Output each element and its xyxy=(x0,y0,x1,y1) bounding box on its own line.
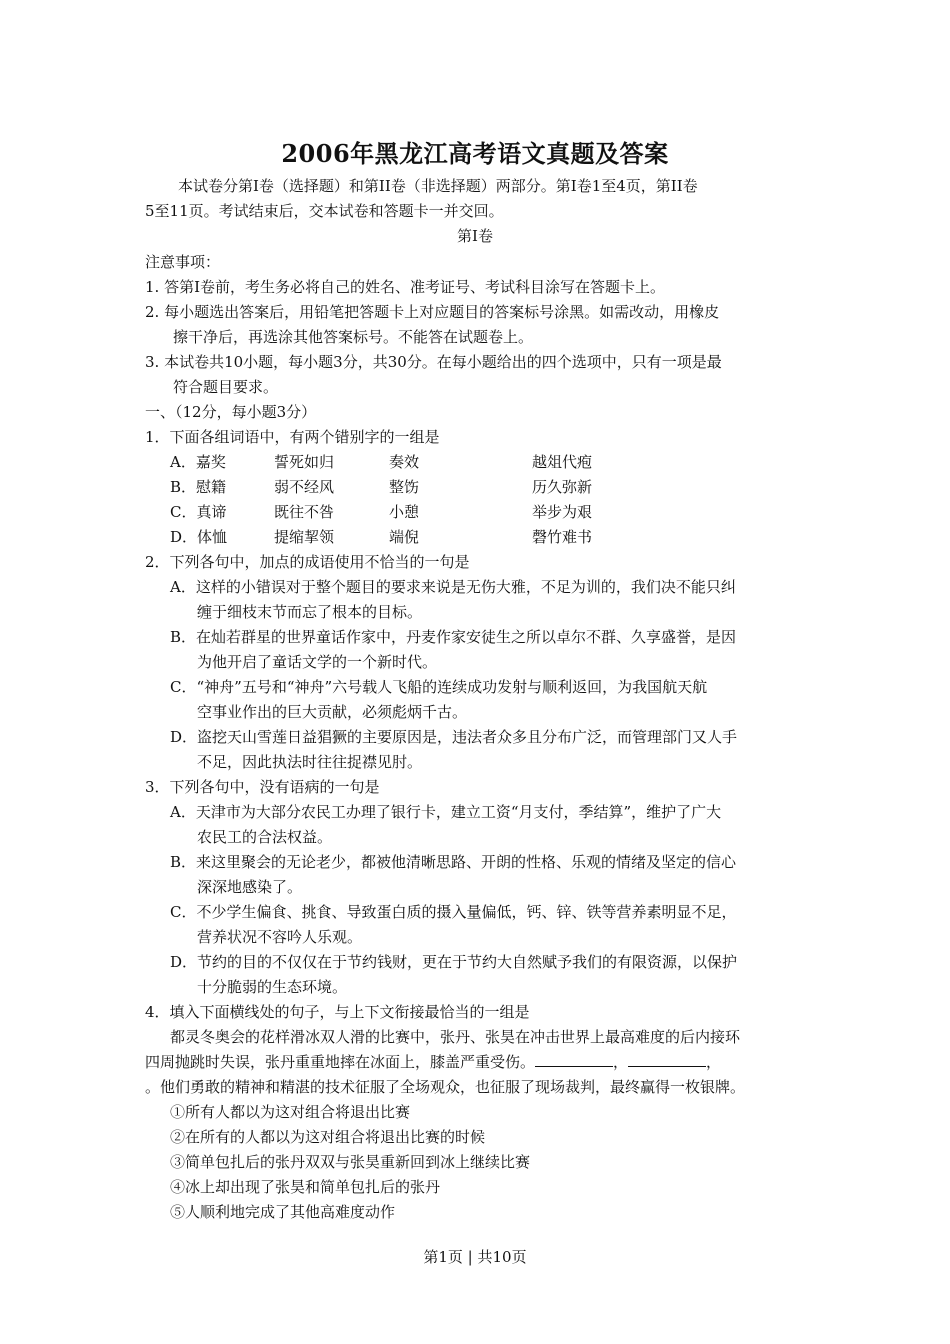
question-3-option: D．节约的目的不仅仅在于节约钱财，更在于节约大自然赋予我们的有限资源，以保护 xyxy=(170,953,738,971)
question-4-stem: 4．填入下面横线处的句子，与上下文衔接最恰当的一组是 xyxy=(145,1003,530,1021)
question-3-option: 农民工的合法权益。 xyxy=(197,828,333,846)
page-title: 2006年黑龙江高考语文真题及答案 xyxy=(281,139,669,168)
question-1-stem: 1．下面各组词语中，有两个错别字的一组是 xyxy=(145,428,440,446)
question-2-option: 不足，因此执法时往往捉襟见肘。 xyxy=(197,753,423,771)
answer-blank xyxy=(628,1052,706,1067)
question-3-option: A．天津市为大部分农民工办理了银行卡，建立工资“月支付，季结算”，维护了广大 xyxy=(170,803,722,821)
intro-line-1: 本试卷分第Ⅰ卷（选择题）和第II卷（非选择题）两部分。第Ⅰ卷1至4页，第II卷 xyxy=(178,177,698,195)
question-4-item: ②在所有的人都以为这对组合将退出比赛的时候 xyxy=(170,1128,486,1146)
question-4-item: ③简单包扎后的张丹双双与张昊重新回到冰上继续比赛 xyxy=(170,1153,531,1171)
page-footer: 第1页 | 共10页 xyxy=(423,1248,527,1266)
notice-item: 2. 每小题选出答案后，用铅笔把答题卡上对应题目的答案标号涂黑。如需改动，用橡皮 xyxy=(145,303,720,321)
question-4-passage: 四周抛跳时失误，张丹重重地摔在冰面上，膝盖严重受伤。 ， ， xyxy=(145,1053,722,1071)
question-3-option: C．不少学生偏食、挑食、导致蛋白质的摄入量偏低，钙、锌、铁等营养素明显不足， xyxy=(170,903,737,921)
question-2-option: 空事业作出的巨大贡献，必须彪炳千古。 xyxy=(197,703,468,721)
question-4-passage: 都灵冬奥会的花样滑冰双人滑的比赛中，张丹、张昊在冲击世界上最高难度的后内接环 xyxy=(170,1028,741,1046)
question-2-option: D．盗挖天山雪莲日益猖獗的主要原因是，违法者众多且分布广泛，而管理部门又人手 xyxy=(170,728,738,746)
notice-item: 符合题目要求。 xyxy=(173,378,279,396)
question-3-option: 深深地感染了。 xyxy=(197,878,303,896)
part-heading: 第Ⅰ卷 xyxy=(457,227,493,245)
notice-heading: 注意事项： xyxy=(145,253,221,271)
notice-item: 3. 本试卷共10小题，每小题3分，共30分。在每小题给出的四个选项中，只有一项是最 xyxy=(145,353,722,371)
section-heading: 一、（12分，每小题3分） xyxy=(145,403,317,421)
question-3-option: B．来这里聚会的无论老少，都被他清晰思路、开朗的性格、乐观的情绪及坚定的信心 xyxy=(170,853,737,871)
question-2-option: A．这样的小错误对于整个题目的要求来说是无伤大雅，不足为训的，我们决不能只纠 xyxy=(170,578,736,596)
question-2-stem: 2．下列各句中，加点的成语使用不恰当的一句是 xyxy=(145,553,470,571)
question-2-option: 缠于细枝末节而忘了根本的目标。 xyxy=(197,603,423,621)
question-4-item: ④冰上却出现了张昊和简单包扎后的张丹 xyxy=(170,1178,441,1196)
question-2-option: 为他开启了童话文学的一个新时代。 xyxy=(197,653,438,671)
intro-line-2: 5至11页。考试结束后，交本试卷和答题卡一并交回。 xyxy=(145,202,504,220)
notice-item: 1. 答第Ⅰ卷前，考生务必将自己的姓名、准考证号、考试科目涂写在答题卡上。 xyxy=(145,278,666,296)
question-4-item: ①所有人都以为这对组合将退出比赛 xyxy=(170,1103,411,1121)
question-3-option: 十分脆弱的生态环境。 xyxy=(197,978,348,996)
question-3-option: 营养状况不容吟人乐观。 xyxy=(197,928,363,946)
question-4-passage: 。他们勇敢的精神和精湛的技术征服了全场观众，也征服了现场裁判，最终赢得一枚银牌。 xyxy=(145,1078,746,1096)
exam-page: 2006年黑龙江高考语文真题及答案 本试卷分第Ⅰ卷（选择题）和第II卷（非选择题）两部分。第Ⅰ卷1至4页，第II卷 5至11页。考试结束后，交本试卷和答题卡一并交回。 第Ⅰ卷 注意事项： 1. 答第Ⅰ卷前，考生务必将自己的姓名、准考证号、考试科目涂写在答题卡上。 2. 每小题选出答案后，用铅笔把答题卡上对应题目的答案标号涂黑。如需改动，用橡皮 擦干净后，再选涂其他答案标号。不能答在试题卷上。 3. 本试卷共10小题，每小题3分，共30分。在每小题给出的四个选项中，只有一项是最 符合题目要求。 一、（12分，每小题3分） 1．下面各组词语中，有两个错别字的一组是 A．嘉奖 誓死如归 奏效 越俎代疱 B．慰籍 弱不经风 整饬 历久弥新 C．真谛 既往不咎 小憩 举步为艰 D．体恤 提缩挈领 端倪 磬竹难书 2．下列各句中，加点的成语使用不恰当的一句是 A．这样的小错误对于整个题目的要求来说是无伤大雅，不足为训的，我们决不能只纠 缠于细枝末节而忘了根本的目标。 B．在灿若群星的世界童话作家中，丹麦作家安徒生之所以卓尔不群、久享盛誉，是因 为他开启了童话文学的一个新时代。 C．“神舟”五号和“神舟”六号载人飞船的连续成功发射与顺利返回，为我国航天航 空事业作出的巨大贡献，必须彪炳千古。 D．盗挖天山雪莲日益猖獗的主要原因是，违法者众多且分布广泛，而管理部门又人手 不足，因此执法时往往捉襟见肘。 3．下列各句中，没有语病的一句是 A．天津市为大部分农民工办理了银行卡，建立工资“月支付，季结算”，维护了广大 农民工的合法权益。 B．来这里聚会的无论老少，都被他清晰思路、开朗的性格、乐观的情绪及坚定的信心 深深地感染了。 C．不少学生偏食、挑食、导致蛋白质的摄入量偏低，钙、锌、铁等营养素明显不足， 营养状况不容吟人乐观。 D．节约的目的不仅仅在于节约钱财，更在于节约大自然赋予我们的有限资源，以保护 十分脆弱的生态环境。 4．填入下面横线处的句子，与上下文衔接最恰当的一组是 都灵冬奥会的花样滑冰双人滑的比赛中，张丹、张昊在冲击世界上最高难度的后内接环 四周抛跳时失误，张丹重重地摔在冰面上，膝盖严重受伤。 ， ， 。他们勇敢的精神和精湛的技术征服了全场观众，也征服了现场裁判，最终赢得一枚银牌。 ①所有人都以为这对组合将退出比赛 ②在所有的人都以为这对组合将退出比赛的时候 ③简单包扎后的张丹双双与张昊重新回到冰上继续比赛 ④冰上却出现了张昊和简单包扎后的张丹 ⑤人顺利地完成了其他高难度动作 第1页 | 共10页 xyxy=(0,0,950,1344)
notice-item: 擦干净后，再选涂其他答案标号。不能答在试题卷上。 xyxy=(173,328,534,346)
answer-blank xyxy=(535,1052,613,1067)
question-3-stem: 3．下列各句中，没有语病的一句是 xyxy=(145,778,380,796)
question-4-item: ⑤人顺利地完成了其他高难度动作 xyxy=(170,1203,396,1221)
question-2-option: C．“神舟”五号和“神舟”六号载人飞船的连续成功发射与顺利返回，为我国航天航 xyxy=(170,678,708,696)
question-2-option: B．在灿若群星的世界童话作家中，丹麦作家安徒生之所以卓尔不群、久享盛誉，是因 xyxy=(170,628,737,646)
